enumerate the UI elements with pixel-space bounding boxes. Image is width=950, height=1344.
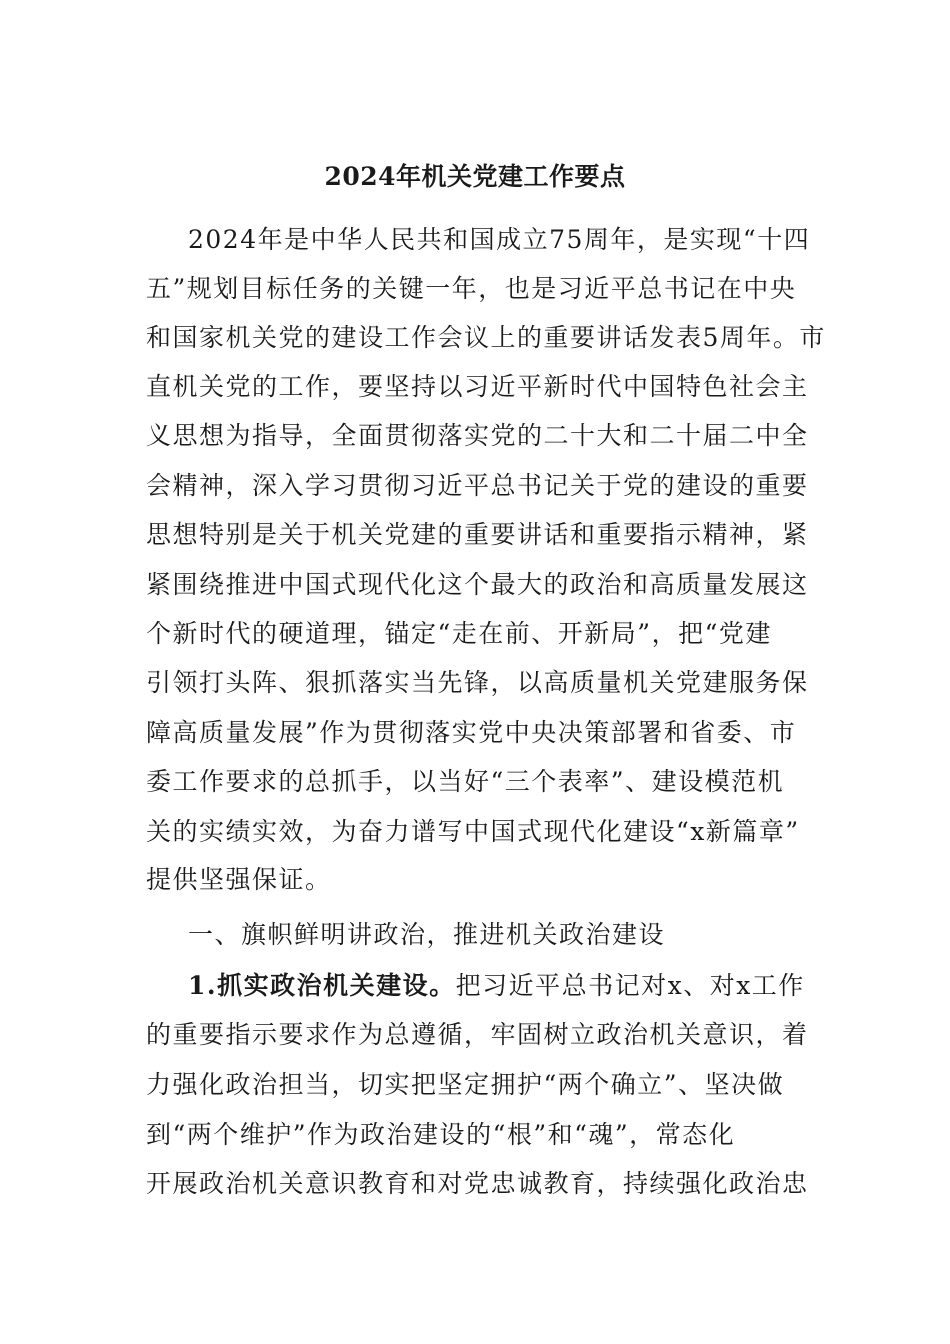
intro-line: 直机关党的工作，要坚持以习近平新时代中国特色社会主 — [146, 372, 809, 401]
item-first-line — [188, 966, 848, 1006]
intro-line: 引领打头阵、狠抓落实当先锋，以高质量机关党建服务保 — [146, 668, 809, 697]
item-line: 的重要指示要求作为总遵循，牢固树立政治机关意识，着 — [146, 1020, 809, 1049]
intro-line: 障高质量发展”作为贯彻落实党中央决策部署和省委、市 — [146, 718, 797, 747]
item-line: 到“两个维护”作为政治建设的“根”和“魂”，常态化 — [146, 1120, 736, 1149]
intro-line: 提供坚强保证。 — [146, 865, 332, 894]
intro-line: 个新时代的硬道理，锚定“走在前、开新局”，把“党建 — [146, 619, 772, 648]
intro-line: 委工作要求的总抓手，以当好“三个表率”、建设模范机 — [146, 767, 785, 796]
item-line: 力强化政治担当，切实把坚定拥护“两个确立”、坚决做 — [146, 1070, 785, 1099]
intro-line: 2024年是中华人民共和国成立75周年，是实现“十四 — [188, 225, 811, 254]
intro-line: 五”规划目标任务的关键一年，也是习近平总书记在中央 — [146, 274, 797, 303]
intro-line: 关的实绩实效，为奋力谱写中国式现代化建设“x新篇章” — [146, 817, 800, 846]
document-title: 2024年机关党建工作要点 — [324, 162, 626, 191]
item-lead: 1.抓实政治机关建设。 — [188, 971, 456, 1000]
section-heading: 一、旗帜鲜明讲政治，推进机关政治建设 — [188, 920, 666, 949]
intro-line: 会精神，深入学习贯彻习近平总书记关于党的建设的重要 — [146, 471, 809, 500]
intro-line: 义思想为指导，全面贯彻落实党的二十大和二十届二中全 — [146, 421, 809, 450]
item-first-line-text: 把习近平总书记对x、对x工作 — [455, 971, 805, 1000]
intro-line: 和国家机关党的建设工作会议上的重要讲话发表5周年。市 — [146, 323, 826, 352]
intro-line: 思想特别是关于机关党建的重要讲话和重要指示精神，紧 — [146, 520, 809, 549]
intro-line: 紧围绕推进中国式现代化这个最大的政治和高质量发展这 — [146, 570, 809, 599]
item-line: 开展政治机关意识教育和对党忠诚教育，持续强化政治忠 — [146, 1169, 809, 1198]
